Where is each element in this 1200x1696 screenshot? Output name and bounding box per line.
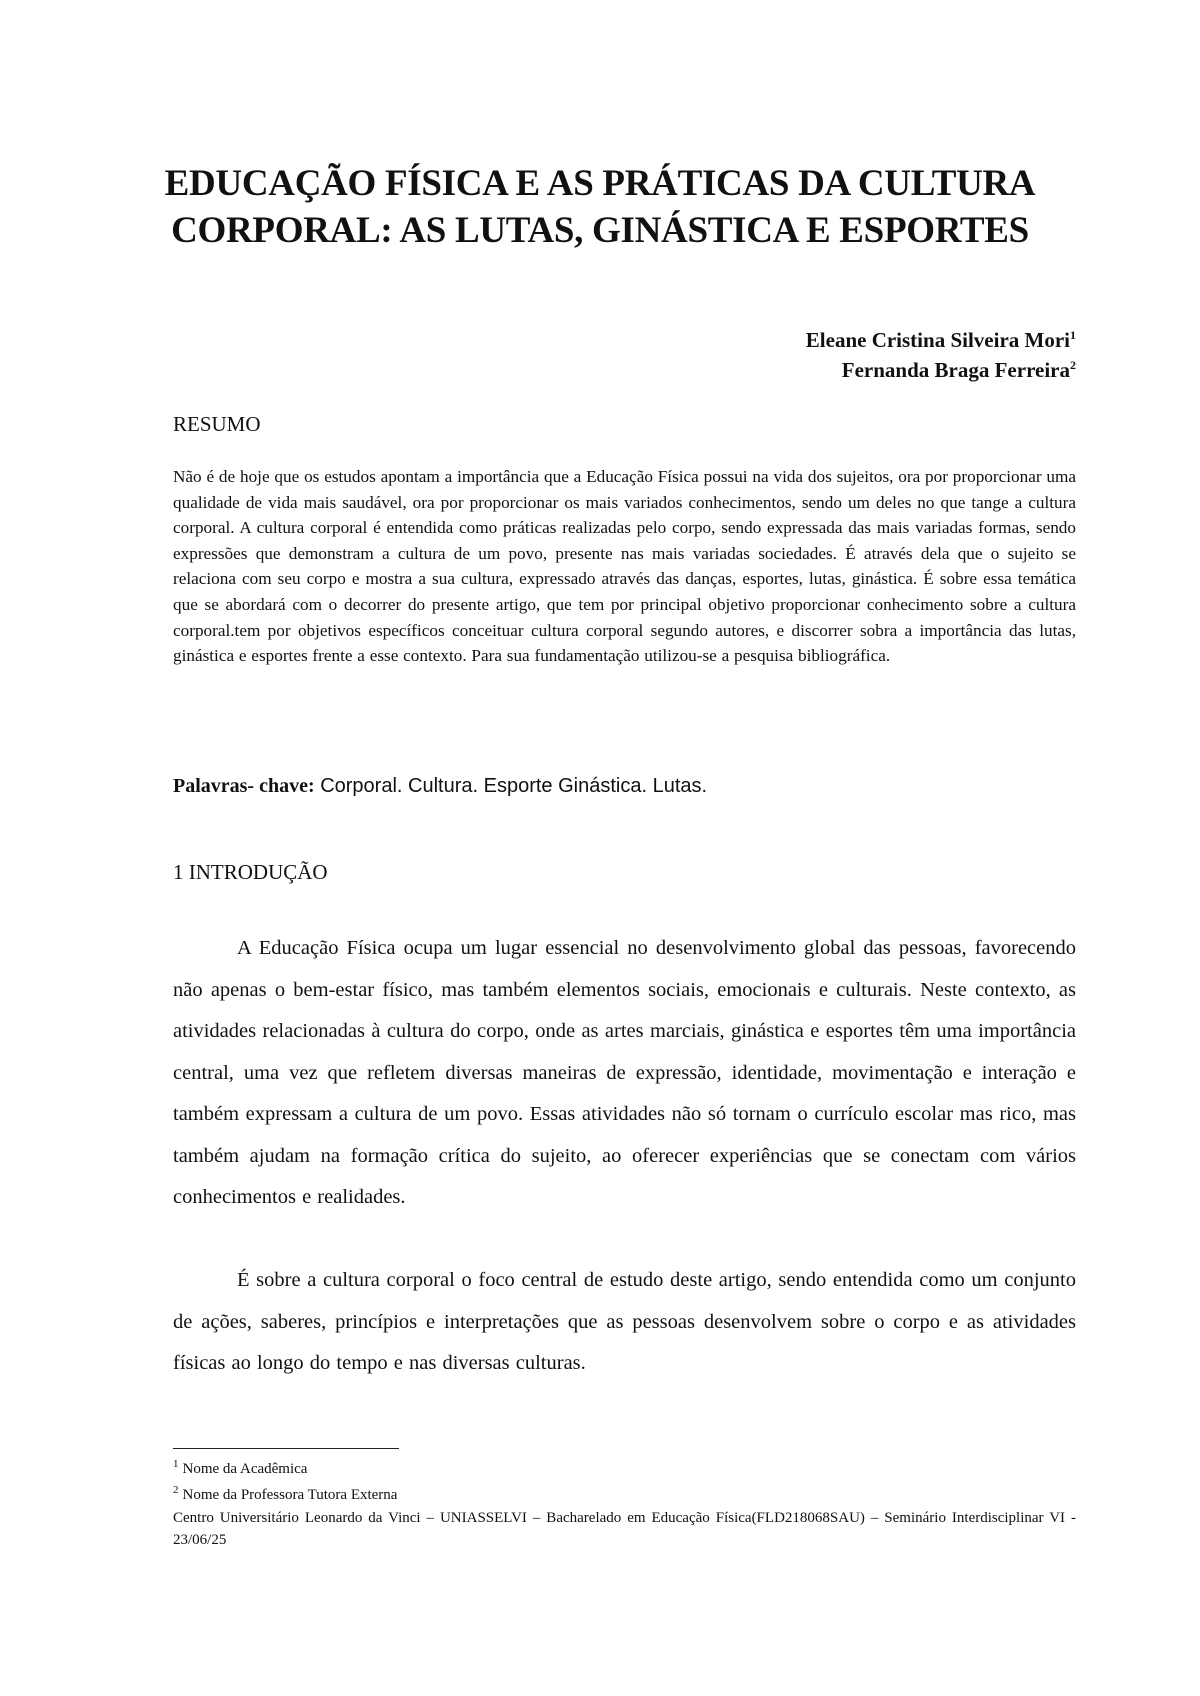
document-title: EDUCAÇÃO FÍSICA E AS PRÁTICAS DA CULTURA CORPORAL: AS LUTAS, GINÁSTICA E ESPORTES [164,163,1036,251]
body-paragraph: É sobre a cultura corporal o foco central de estudo deste artigo, sendo entendida como um conjunto de ações, saberes, princípios e interpretações que as pessoas desenvolvem sobre o corpo e as atividades físicas ao longo do tempo e nas diversas culturas. [173,1269,1076,1374]
abstract-text: Não é de hoje que os estudos apontam a importância que a Educação Física possui na vida dos sujeitos, ora por proporcionar uma qualidade de vida mais saudável, ora por proporcionar os mais variados conhecimentos, sendo um deles no que tange a cultura corporal. A cultura corporal é entendida como práticas realizadas pelo corpo, sendo expressada das mais variadas formas, sendo expressões que demonstram a cultura de um povo, presente nas mais variadas sociedades. É através dela que o sujeito se relaciona com seu corpo e mostra a sua cultura, expressado através das danças, esportes, lutas, ginástica. É sobre essa temática que se abordará com o decorrer do presente artigo, que tem por principal objetivo proporcionar conhecimento sobre a cultura corporal.tem por objetivos específicos conceituar cultura corporal segundo autores, e discorrer sobra a importância das lutas, ginástica e esportes frente a esse contexto. Para sua fundamentação utilizou-se a pesquisa bibliográfica. [173,467,1076,666]
footnote-text: Nome da Professora Tutora Externa [182,1487,398,1503]
footnote-ref: 2 [1070,358,1076,372]
footnote-ref: 1 [1070,328,1076,342]
keywords [173,775,707,798]
section-heading: 1 INTRODUÇÃO [173,860,328,884]
author-name: Fernanda Braga Ferreira [841,358,1070,382]
keywords-value: Corporal. Cultura. Esporte Ginástica. Lutas. [320,775,708,797]
keywords-label: Palavras- chave: [173,775,315,797]
footnote [173,1484,397,1506]
page-footer: Centro Universitário Leonardo da Vinci – UNIASSELVI – Bacharelado em Educação Física(FLD218068SAU) – Seminário Interdisciplinar VI - 23/06/25 [173,1510,1076,1548]
author [806,325,1076,355]
body-paragraph: A Educação Física ocupa um lugar essencial no desenvolvimento global das pessoas, favorecendo não apenas o bem-estar físico, mas também elementos sociais, emocionais e culturais. Neste contexto, as atividades relacionadas à cultura do corpo, onde as artes marciais, ginástica e esportes têm uma importância central, uma vez que refletem diversas maneiras de expressão, identidade, movimentação e interação e também expressam a cultura de um povo. Essas atividades não só tornam o currículo escolar mas rico, mas também ajudam na formação crítica do sujeito, ao oferecer experiências que se conectam com vários conhecimentos e realidades. [173,937,1076,1208]
author-list [806,325,1076,385]
footnote [173,1458,307,1480]
abstract-heading: RESUMO [173,412,261,436]
footnote-number: 1 [173,1458,179,1470]
author [806,355,1076,385]
author-name: Eleane Cristina Silveira Mori [805,328,1070,352]
footnote-divider [173,1448,399,1449]
footnote-number: 2 [173,1484,179,1496]
footnote-text: Nome da Acadêmica [182,1461,308,1477]
